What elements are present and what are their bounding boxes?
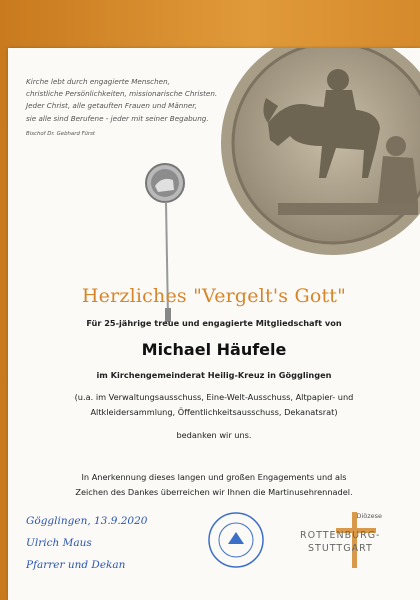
thanks-line: bedanken wir uns. [176,430,252,440]
quote-author: Bischof Dr. Gebhard Fürst [26,130,96,137]
quote-line: christliche Persönlichkeiten, missionarische Christen. [26,89,218,99]
recognition-line: Zeichen des Dankes überreichen wir Ihnen die Martinusehrennadel. [75,487,353,497]
saint-martin-relief-image [218,48,420,258]
recipient-name: Michael Häufele [141,340,287,359]
details-line: Altkleidersammlung, Öffentlichkeitsausschuss, Dekanatsrat) [90,407,338,417]
bishop-quote [26,76,236,140]
diocese-logo [298,510,413,570]
quote-line: sie alle sind Berufene - jeder mit seiner Begabung. [26,113,209,123]
parish-stamp [206,510,266,570]
logo-line-1: ROTTENBURG- [300,530,381,541]
logo-line-2: STUTTGART [308,543,373,554]
signature-name: Ulrich Maus [26,537,92,549]
quote-line: Kirche lebt durch engagierte Menschen, [26,77,170,86]
committee-details [8,390,420,420]
membership-subtitle: Für 25-jährige treue und engagierte Mitgliedschaft von [86,318,342,328]
certificate-sheet [8,48,420,600]
signature-place-date: Gögglingen, 13.9.2020 [26,515,148,527]
logo-diozese-label: Diözese [356,512,382,520]
details-line: (u.a. im Verwaltungsausschuss, Eine-Welt-Ausschuss, Altpapier- und [74,392,354,402]
signature-role: Pfarrer und Dekan [26,559,126,571]
recognition-line: In Anerkennung dieses langen und großen Engagements und als [81,472,347,482]
quote-line: Jeder Christ, alle getauften Frauen und Männer, [26,101,197,111]
handwritten-signature [26,510,226,576]
certificate-title: Herzliches "Vergelt's Gott" [81,285,347,307]
council-line: im Kirchengemeinderat Heilig-Kreuz in Gögglingen [96,370,332,380]
recognition-text [8,470,420,500]
